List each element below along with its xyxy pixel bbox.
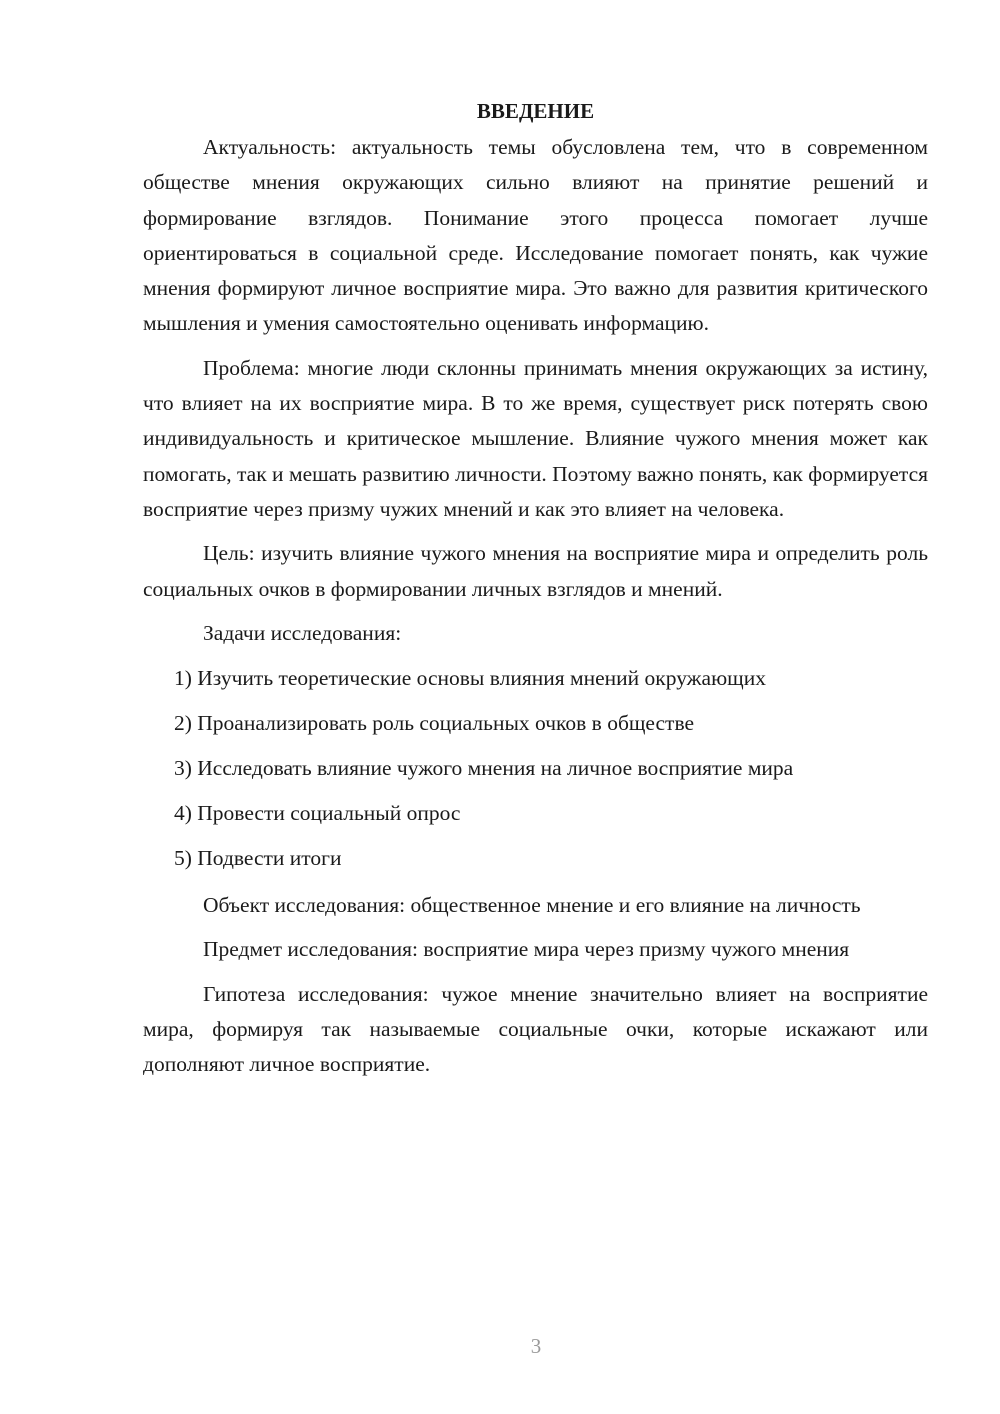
page-number: 3 <box>530 1334 542 1358</box>
task-item-3: 3) Исследовать влияние чужого мнения на личное восприятие мира <box>174 756 794 781</box>
section-title: ВВЕДЕНИЕ <box>476 99 595 123</box>
task-item-4: 4) Провести социальный опрос <box>174 801 461 826</box>
tasks-list <box>143 661 928 876</box>
object-paragraph: Объект исследования: общественное мнение и его влияние на личность <box>203 893 861 918</box>
relevance-paragraph: Актуальность: актуальность темы обусловлена тем, что в современном обществе мнения окружающих сильно влияют на принятие решений и формирование взглядов. Понимание этого процесса помогает лучше ориентироваться в социальной среде. Исследование помогает понять, как чужие мнения формируют личное восприятие мира. Это важно для развития критического мышления и умения самостоятельно оценивать информацию. <box>143 135 928 336</box>
subject-paragraph: Предмет исследования: восприятие мира через призму чужого мнения <box>203 937 850 962</box>
task-item-1: 1) Изучить теоретические основы влияния мнений окружающих <box>174 666 766 691</box>
hypothesis-paragraph: Гипотеза исследования: чужое мнение значительно влияет на восприятие мира, формируя так называемые социальные очки, которые искажают или дополняют личное восприятие. <box>143 981 928 1077</box>
page-content <box>143 96 928 1092</box>
task-item-5: 5) Подвести итоги <box>174 846 342 871</box>
problem-paragraph: Проблема: многие люди склонны принимать мнения окружающих за истину, что влияет на их восприятие мира. В то же время, существует риск потерять свою индивидуальность и критическое мышление. Влияние чужого мнения может как помогать, так и мешать развитию личности. Поэтому важно понять, как формируется восприятие через призму чужих мнений и как это влияет на человека. <box>143 355 928 521</box>
tasks-heading: Задачи исследования: <box>203 620 402 645</box>
goal-paragraph: Цель: изучить влияние чужого мнения на восприятие мира и определить роль социальных очков в формировании личных взглядов и мнений. <box>143 541 928 601</box>
task-item-2: 2) Проанализировать роль социальных очков в обществе <box>174 711 695 736</box>
